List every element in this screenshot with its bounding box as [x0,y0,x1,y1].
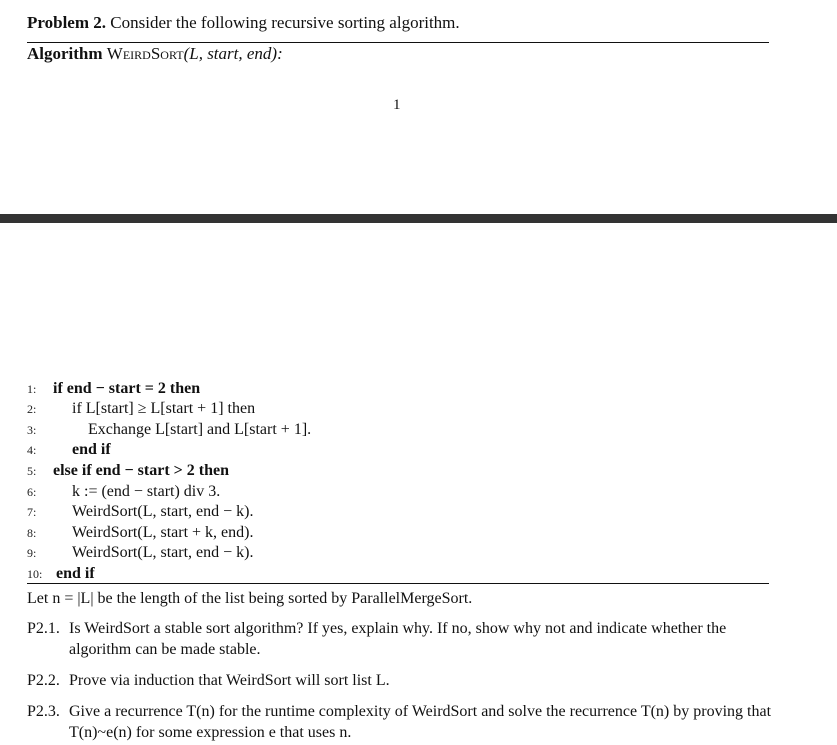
algorithm-label: Algorithm [27,44,103,63]
code-line-5 [27,462,229,482]
line-number: 8: [27,526,37,540]
code-text: WeirdSort(L, start, end − k). [72,544,254,561]
line-number: 5: [27,464,37,478]
code-line-4 [27,441,111,461]
question-text: Prove via induction that WeirdSort will sort list L. [69,672,390,689]
bottom-rule [27,583,769,584]
question-label: P2.1. [27,620,60,637]
code-text: WeirdSort(L, start + k, end). [72,524,254,541]
code-text: if L[start] ≥ L[start + 1] then [72,400,256,417]
line-number: 7: [27,505,37,519]
code-text: if end − start = 2 then [53,380,201,397]
algorithm-heading [27,44,283,64]
code-line-6 [27,483,220,503]
line-number: 3: [27,423,37,437]
line-number: 4: [27,443,37,457]
algorithm-name: WeirdSort [106,44,184,63]
question-text: Is WeirdSort a stable sort algorithm? If yes, explain why. If no, show why not and indicate whether the algorithm can be made stable. [69,620,727,658]
code-text: end if [72,441,111,458]
question-label: P2.2. [27,672,60,689]
line-number: 6: [27,485,37,499]
question-p2-3 [27,701,772,743]
code-text: end if [56,565,95,582]
code-text: Exchange L[start] and L[start + 1]. [88,421,312,438]
page-break-bar [0,214,837,223]
line-number: 9: [27,546,37,560]
question-p2-2 [27,670,772,691]
code-line-2 [27,400,255,420]
top-rule [27,42,769,43]
code-text: k := (end − start) div 3. [72,483,221,500]
line-number: 1: [27,382,37,396]
question-p2-1 [27,618,772,660]
code-line-3 [27,421,311,441]
code-line-9 [27,544,253,564]
problem-label: Problem 2. [27,13,107,32]
problem-heading [27,13,460,33]
question-label: P2.3. [27,703,60,720]
page-number: 1 [393,97,401,113]
code-line-10 [27,565,95,585]
code-text: WeirdSort(L, start, end − k). [72,503,254,520]
line-number: 2: [27,402,37,416]
code-line-7 [27,503,253,523]
question-text: Give a recurrence T(n) for the runtime complexity of WeirdSort and solve the recurrence T(n) by proving that T(n)~e(n) for some expression e that uses n. [69,703,772,741]
code-line-8 [27,524,253,544]
algorithm-params: (L, start, end): [183,44,283,63]
code-text: else if end − start > 2 then [53,462,229,479]
line-number: 10: [27,567,43,581]
problem-intro: Consider the following recursive sorting algorithm. [110,13,460,32]
let-statement: Let n = |L| be the length of the list being sorted by ParallelMergeSort. [27,590,473,607]
code-line-1 [27,380,200,400]
